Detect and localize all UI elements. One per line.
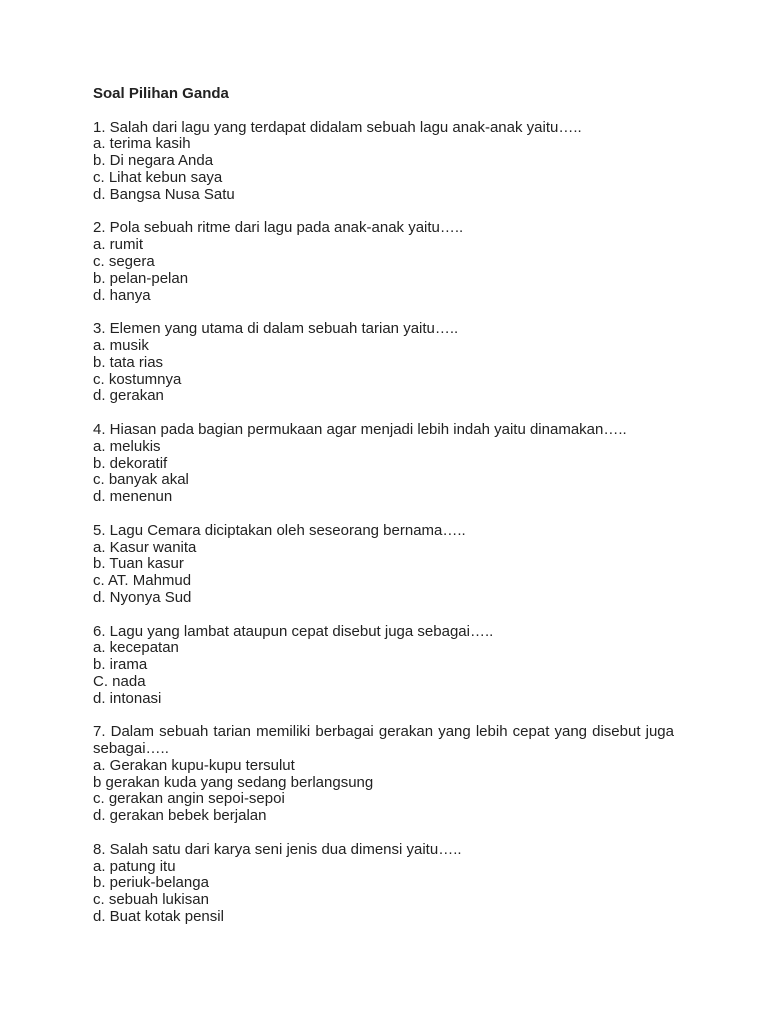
answer-option: c. Lihat kebun saya <box>93 168 223 186</box>
question-text: 2. Pola sebuah ritme dari lagu pada anak-anak yaitu….. <box>93 219 464 237</box>
answer-option: b. pelan-pelan <box>93 269 189 287</box>
answer-option: c. segera <box>93 252 155 270</box>
answer-option: b. Di negara Anda <box>93 152 214 170</box>
question-text: 6. Lagu yang lambat ataupun cepat disebut juga sebagai….. <box>93 622 494 640</box>
question-text: 8. Salah satu dari karya seni jenis dua dimensi yaitu….. <box>93 840 462 858</box>
answer-option: d. gerakan <box>93 387 164 405</box>
question-text: 7. Dalam sebuah tarian memiliki berbagai gerakan yang lebih cepat yang disebut juga sebagai….. <box>93 723 674 758</box>
question-text: 3. Elemen yang utama di dalam sebuah tarian yaitu….. <box>93 320 459 338</box>
answer-option: d. Nyonya Sud <box>93 588 192 606</box>
answer-option: d. menenun <box>93 488 173 506</box>
answer-option: c. AT. Mahmud <box>93 572 192 590</box>
answer-option: b. Tuan kasur <box>93 555 184 573</box>
question-item <box>93 842 674 926</box>
answer-option: a. musik <box>93 336 149 354</box>
answer-option: b gerakan kuda yang sedang berlangsung <box>93 773 374 791</box>
answer-option: d. gerakan bebek berjalan <box>93 807 267 825</box>
answer-option: a. Gerakan kupu-kupu tersulut <box>93 756 295 774</box>
question-item <box>93 220 674 304</box>
question-item <box>93 120 674 204</box>
question-list <box>93 120 674 926</box>
answer-option: d. Bangsa Nusa Satu <box>93 185 235 203</box>
answer-option: c. sebuah lukisan <box>93 891 209 909</box>
question-item <box>93 724 674 825</box>
answer-option: b. irama <box>93 656 148 674</box>
answer-option: d. hanya <box>93 286 151 304</box>
question-item <box>93 422 674 506</box>
answer-option: b. dekoratif <box>93 454 168 472</box>
question-item <box>93 624 674 708</box>
document-page <box>93 86 674 943</box>
answer-option: d. Buat kotak pensil <box>93 908 224 926</box>
answer-option: a. rumit <box>93 236 144 254</box>
answer-option: a. kecepatan <box>93 639 179 657</box>
question-item <box>93 523 674 607</box>
question-text: 1. Salah dari lagu yang terdapat didalam sebuah lagu anak-anak yaitu….. <box>93 118 582 136</box>
question-text: 5. Lagu Cemara diciptakan oleh seseorang bernama….. <box>93 521 466 539</box>
answer-option: a. Kasur wanita <box>93 538 197 556</box>
answer-option: a. terima kasih <box>93 135 191 153</box>
answer-option: c. kostumnya <box>93 370 182 388</box>
answer-option: c. gerakan angin sepoi-sepoi <box>93 790 285 808</box>
question-text: 4. Hiasan pada bagian permukaan agar menjadi lebih indah yaitu dinamakan….. <box>93 420 627 438</box>
answer-option: a. patung itu <box>93 857 176 875</box>
answer-option: b. tata rias <box>93 353 164 371</box>
answer-option: b. periuk-belanga <box>93 874 209 892</box>
answer-option: c. banyak akal <box>93 471 189 489</box>
answer-option: d. intonasi <box>93 689 162 707</box>
page-title: Soal Pilihan Ganda <box>93 85 229 102</box>
answer-option: a. melukis <box>93 437 161 455</box>
question-item <box>93 321 674 405</box>
answer-option: C. nada <box>93 672 146 690</box>
